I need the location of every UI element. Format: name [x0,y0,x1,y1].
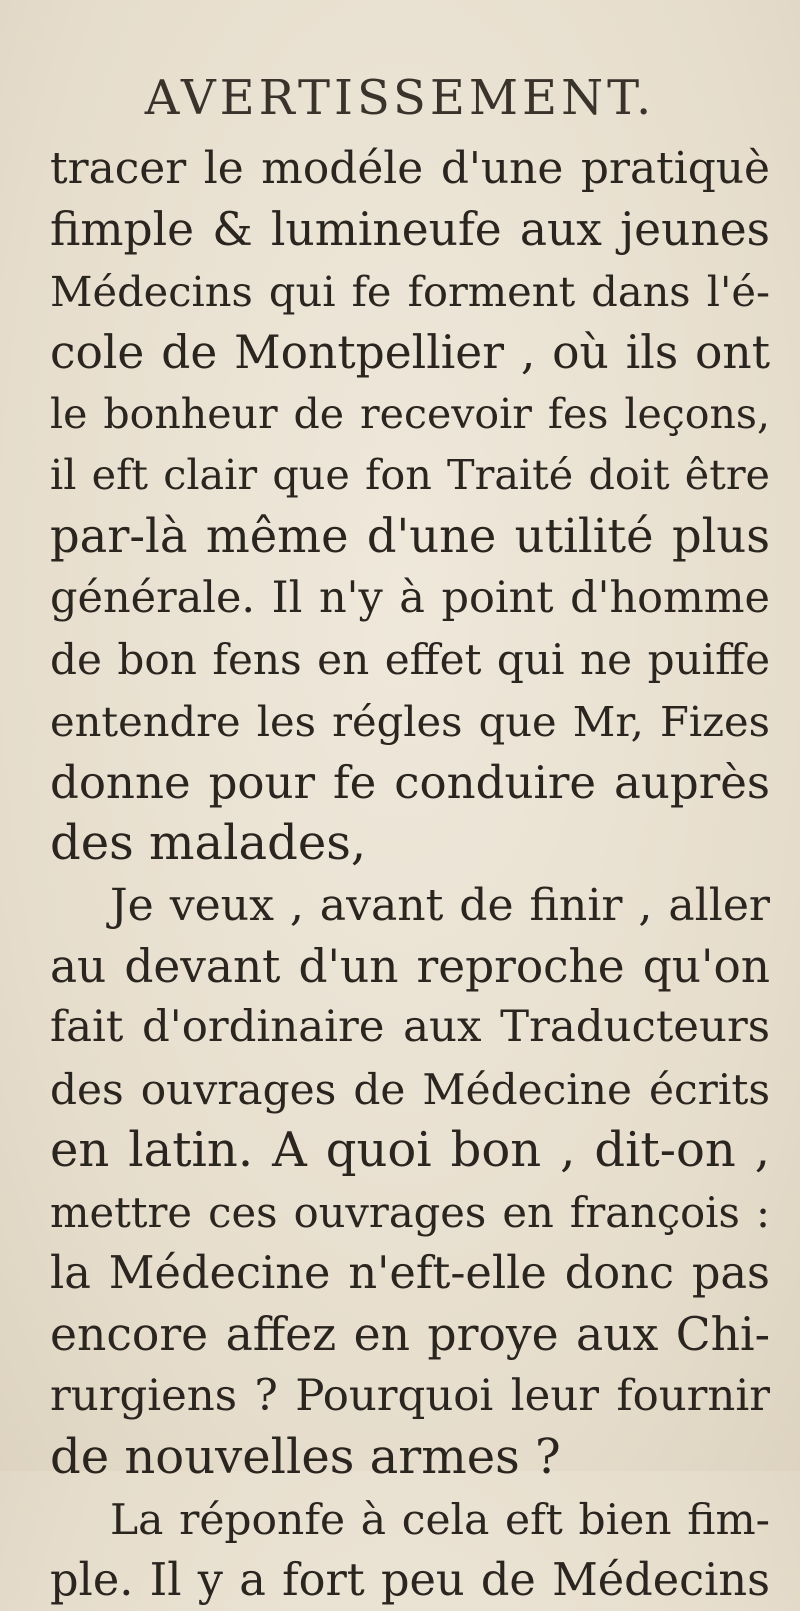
text-line: par-là même d'une utilité plus [50,509,770,564]
text-line: mettre ces ouvrages en françois : [50,1187,770,1237]
text-line: rurgiens ? Pourquoi leur fournir [50,1370,770,1421]
running-header: AVERTISSEMENT. [144,70,656,126]
text-line: de nouvelles armes ? [50,1429,561,1486]
text-line: entendre les régles que Mr, Fizes [50,696,770,746]
text-line: Je veux , avant de finir , aller [110,879,770,931]
text-line: fimple & lumineufe aux jeunes [50,203,770,257]
text-line: Médecins qui fe forment dans l'é- [50,266,770,316]
text-line: en latin. A quoi bon , dit-on , [50,1122,770,1179]
text-line: tracer le modéle d'une pratiquè [50,143,770,194]
text-line: fait d'ordinaire aux Traducteurs [50,1002,770,1053]
text-line: donne pour fe conduire auprès [50,755,770,809]
text-line: il eft clair que fon Traité doit être [50,450,770,499]
text-line: La réponfe à cela eft bien fim- [110,1494,770,1544]
text-line: générale. Il n'y à point d'homme [50,572,770,623]
text-line: la Médecine n'eft-elle donc pas [50,1247,770,1300]
text-line: de bon fens en effet qui ne puiffe [50,635,770,685]
text-line: des malades, [50,815,367,872]
body-text [50,138,770,1611]
text-line: encore affez en proye aux Chi- [50,1308,770,1362]
text-line: cole de Montpellier , où ils ont [50,326,770,380]
text-line: ple. Il y a fort peu de Médecins [50,1553,770,1606]
text-line: des ouvrages de Médecine écrits [50,1064,770,1114]
text-line: le bonheur de recevoir fes leçons, [50,389,770,438]
text-line: au devant d'un reproche qu'on [50,940,770,994]
